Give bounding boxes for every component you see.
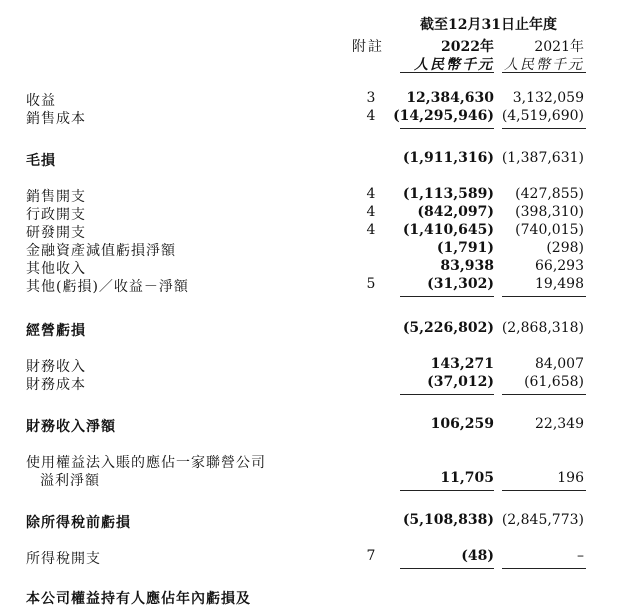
row-value-2021: (2,868,318)	[501, 320, 584, 336]
subtotal-rule-2021	[502, 490, 586, 491]
header-rule-2021	[502, 72, 586, 73]
row-value-2022: (1,791)	[436, 240, 494, 256]
row-value-2021: (2,845,773)	[501, 512, 584, 528]
row-note: 5	[366, 276, 376, 292]
row-value-2022: (1,410,645)	[402, 222, 494, 238]
unit-2022-header: 人民幣千元	[414, 57, 494, 73]
row-value-2021: 3,132,059	[512, 90, 584, 106]
row-value-2022: 143,271	[430, 356, 494, 372]
unit-2021-header: 人民幣千元	[504, 57, 584, 73]
row-label: 溢利淨額	[40, 473, 100, 489]
subtotal-rule-2022	[400, 394, 494, 395]
row-value-2022: (1,113,589)	[402, 186, 494, 202]
row-value-2022: 83,938	[440, 258, 494, 274]
period-header: 截至12月31日止年度	[420, 17, 557, 33]
subtotal-rule-2021	[502, 568, 586, 569]
row-label: 收益	[26, 93, 56, 109]
row-label: 研發開支	[26, 225, 86, 241]
row-value-2022: (5,226,802)	[402, 320, 494, 336]
row-value-2021: (298)	[546, 240, 584, 256]
row-value-2022: (37,012)	[427, 374, 494, 390]
row-label: 其他(虧損)／收益－淨額	[26, 279, 189, 295]
row-value-2021: –	[577, 548, 584, 564]
row-label: 所得稅開支	[26, 551, 101, 567]
row-label: 財務收入淨額	[26, 419, 116, 435]
row-label: 其他收入	[26, 261, 86, 277]
row-label: 財務收入	[26, 359, 86, 375]
row-label: 行政開支	[26, 207, 86, 223]
row-value-2022: (842,097)	[417, 204, 494, 220]
row-label: 使用權益法入賬的應佔一家聯營公司	[26, 455, 266, 471]
header-rule-2022	[400, 72, 494, 73]
row-label: 經營虧損	[26, 323, 86, 339]
row-label: 本公司權益持有人應佔年內虧損及	[26, 591, 251, 607]
row-value-2021: (61,658)	[524, 374, 584, 390]
row-value-2021: (398,310)	[515, 204, 584, 220]
row-label: 財務成本	[26, 377, 86, 393]
year-2022-header: 2022年	[441, 39, 494, 55]
row-value-2021: 66,293	[535, 258, 584, 274]
row-label: 金融資產減值虧損淨額	[26, 243, 176, 259]
row-note: 4	[366, 186, 376, 202]
row-value-2022: (1,911,316)	[402, 150, 494, 166]
row-note: 4	[366, 222, 376, 238]
row-label: 毛損	[26, 153, 56, 169]
subtotal-rule-2022	[400, 568, 494, 569]
row-value-2021: (740,015)	[515, 222, 584, 238]
row-value-2022: (48)	[461, 548, 494, 564]
row-value-2022: (31,302)	[427, 276, 494, 292]
row-value-2021: 22,349	[535, 416, 584, 432]
row-value-2022: 12,384,630	[406, 90, 494, 106]
row-value-2021: (4,519,690)	[501, 108, 584, 124]
subtotal-rule-2022	[400, 128, 494, 129]
row-value-2021: (427,855)	[515, 186, 584, 202]
row-label: 銷售成本	[26, 111, 86, 127]
subtotal-rule-2021	[502, 296, 586, 297]
subtotal-rule-2021	[502, 394, 586, 395]
subtotal-rule-2022	[400, 490, 494, 491]
row-value-2022: (5,108,838)	[402, 512, 494, 528]
row-note: 3	[366, 90, 376, 106]
row-value-2021: 84,007	[535, 356, 584, 372]
subtotal-rule-2021	[502, 128, 586, 129]
row-value-2022: 11,705	[440, 470, 494, 486]
year-2021-header: 2021年	[534, 39, 584, 55]
row-value-2021: (1,387,631)	[501, 150, 584, 166]
row-label: 銷售開支	[26, 189, 86, 205]
row-value-2021: 196	[557, 470, 584, 486]
row-label: 除所得稅前虧損	[26, 515, 131, 531]
row-value-2022: 106,259	[430, 416, 494, 432]
row-note: 4	[366, 108, 376, 124]
row-value-2021: 19,498	[535, 276, 584, 292]
note-column-header: 附註	[352, 39, 384, 55]
row-note: 4	[366, 204, 376, 220]
row-value-2022: (14,295,946)	[393, 108, 494, 124]
subtotal-rule-2022	[400, 296, 494, 297]
row-note: 7	[366, 548, 376, 564]
